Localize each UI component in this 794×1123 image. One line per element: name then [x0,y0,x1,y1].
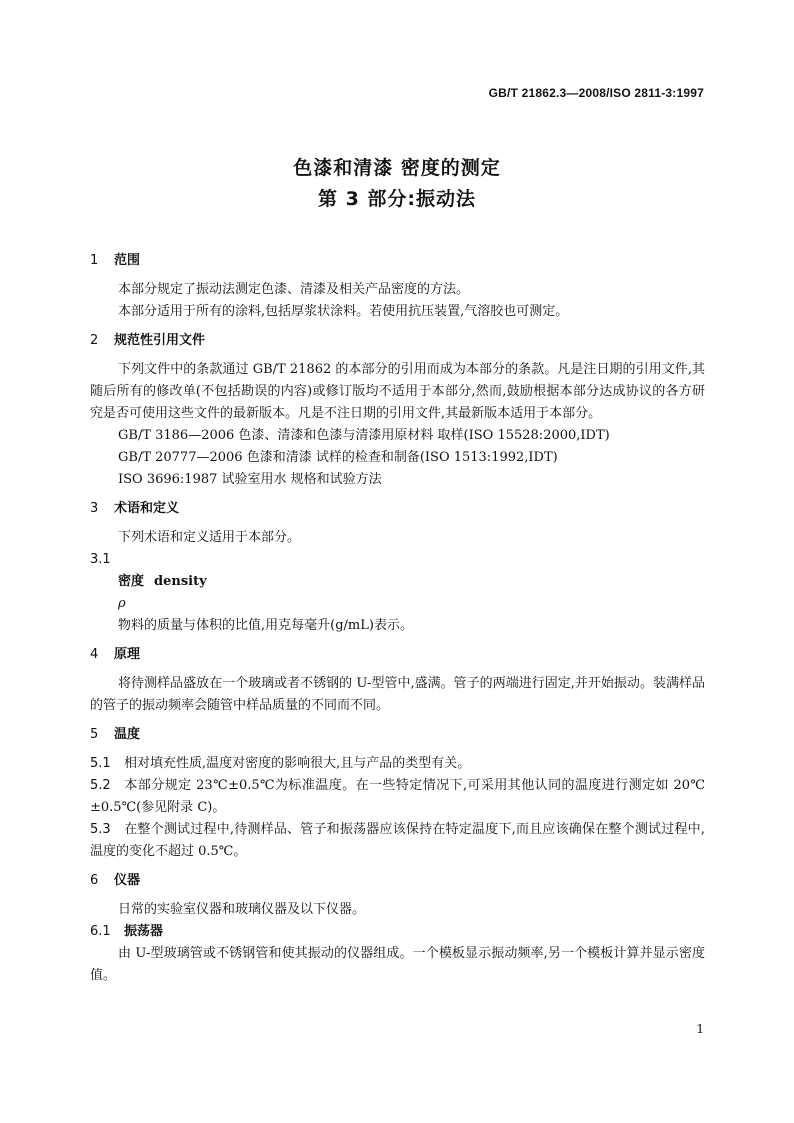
section-1-heading: 1 范围 [90,253,141,268]
section-4-heading: 4 原理 [90,647,141,662]
section-2-paragraph: 下列文件中的条款通过 GB/T 21862 的本部分的引用而成为本部分的条款。凡是注日期的引用文件,其随后所有的修改单(不包括勘误的内容)或修订版均不适用于本部分,然而,鼓励根据本部分达成协议的各方研究是否可使用这些文件的最新版本。凡是不注日期的引用文件,其最新版本适用于本部分。 [90,362,705,421]
document-subtitle: 第 3 部分:振动法 [317,188,477,210]
document-body [90,250,705,987]
section-3-paragraph: 下列术语和定义适用于本部分。 [118,530,301,545]
term-definition: 物料的质量与体积的比值,用克每毫升(g/mL)表示。 [118,618,413,633]
reference-item: ISO 3696:1987 试验室用水 规格和试验方法 [118,472,382,487]
subsection-item: 5.2 本部分规定 23℃±0.5℃为标准温度。在一些特定情况下,可采用其他认同的温度进行测定如 20℃±0.5℃(参见附录 C)。 [90,778,705,815]
term-density: 密度 density [118,574,207,589]
subsection-3-1-number: 3.1 [90,552,111,567]
section-6-heading: 6 仪器 [90,873,141,888]
section-2-heading: 2 规范性引用文件 [90,333,206,348]
section-1-paragraph-2: 本部分适用于所有的涂料,包括厚浆状涂料。若使用抗压装置,气溶胶也可测定。 [118,304,569,319]
section-1-paragraph-1: 本部分规定了振动法测定色漆、清漆及相关产品密度的方法。 [118,282,470,297]
term-symbol: ρ [118,596,126,611]
section-6-paragraph: 日常的实验室仪器和玻璃仪器及以下仪器。 [118,902,366,917]
subsection-item: 5.3 在整个测试过程中,待测样品、管子和振荡器应该保持在特定温度下,而且应该确保在整个测试过程中,温度的变化不超过 0.5℃。 [90,822,705,859]
section-4-paragraph: 将待测样品盛放在一个玻璃或者不锈钢的 U-型管中,盛满。管子的两端进行固定,并开始振动。装满样品的管子的振动频率会随管中样品质量的不同而不同。 [90,676,705,713]
subsection-6-1-text: 由 U-型玻璃管或不锈钢管和使其振动的仪器组成。一个模板显示振动频率,另一个模板计算并显示密度值。 [90,946,705,983]
section-3-heading: 3 术语和定义 [90,501,180,516]
section-5-heading: 5 温度 [90,727,141,742]
subsection-6-1-heading: 6.1 振荡器 [90,924,164,939]
subsection-item: 5.1 相对填充性质,温度对密度的影响很大,且与产品的类型有关。 [90,756,471,771]
reference-item: GB/T 3186—2006 色漆、清漆和色漆与清漆用原材料 取样(ISO 15528:2000,IDT) [118,428,610,443]
reference-item: GB/T 20777—2006 色漆和清漆 试样的检查和制备(ISO 1513:1992,IDT) [118,450,558,465]
document-title: 色漆和清漆 密度的测定 [293,157,501,179]
page-number: 1 [696,1022,704,1036]
standard-code: GB/T 21862.3—2008/ISO 2811-3:1997 [488,86,704,100]
